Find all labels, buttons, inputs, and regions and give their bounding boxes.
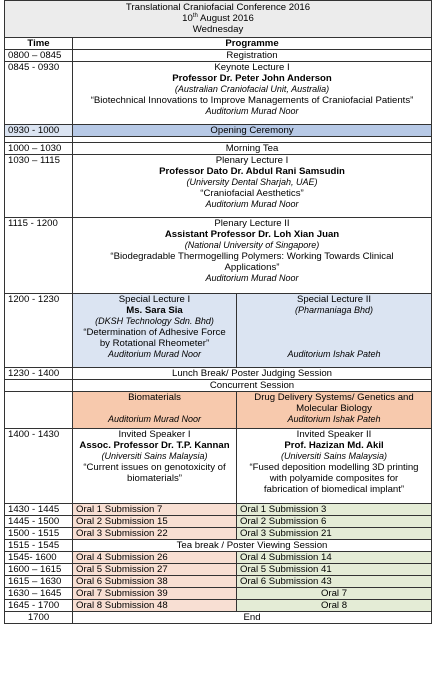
time-cell: 1115 - 1200: [5, 218, 73, 294]
teabreak-row: [5, 540, 432, 552]
tracks-row: [5, 392, 432, 429]
oral-biomaterials: Oral 3 Submission 22: [73, 528, 237, 540]
morning-tea-row: [5, 143, 432, 155]
special-lecture-1-cell: [73, 294, 237, 368]
lecture-title: Invited Speaker I: [118, 429, 191, 440]
oral-row: [5, 576, 432, 588]
conference-date: 10th August 2016: [182, 12, 254, 24]
oral-drug-delivery: Oral 4 Submission 14: [237, 552, 432, 564]
time-cell: 1515 - 1545: [5, 540, 73, 552]
time-cell: 1630 – 1645: [5, 588, 73, 600]
oral-row: [5, 588, 432, 600]
lecture-topic-line: Applications”: [224, 262, 280, 273]
oral-row: [5, 600, 432, 612]
venue: Auditorium Murad Noor: [107, 349, 202, 359]
end-row: [5, 612, 432, 624]
time-cell: 1600 – 1615: [5, 564, 73, 576]
lecture-topic: “Biotechnical Innovations to Improve Managements of Craniofacial Patients”: [90, 95, 414, 106]
lecture-topic-line: biomaterials”: [127, 473, 182, 484]
oral-row: [5, 504, 432, 516]
conference-weekday: Wednesday: [192, 24, 244, 35]
oral-drug-delivery: Oral 5 Submission 41: [237, 564, 432, 576]
speaker-affiliation: (University Dental Sharjah, UAE): [186, 177, 318, 187]
speaker-affiliation: (Universiti Sains Malaysia): [101, 451, 208, 461]
speaker-name: Professor Dr. Peter John Anderson: [172, 73, 332, 84]
time-cell: 1500 - 1515: [5, 528, 73, 540]
oral-drug-delivery: Oral 7: [237, 588, 432, 600]
time-cell: 1700: [5, 612, 73, 624]
invited-speaker-2-cell: [237, 429, 432, 504]
time-cell: 1645 - 1700: [5, 600, 73, 612]
venue: Auditorium Murad Noor: [205, 106, 299, 116]
speaker-affiliation: (National University of Singapore): [184, 240, 320, 250]
track-title-line: Molecular Biology: [296, 403, 372, 414]
column-header-row: [5, 38, 432, 50]
invited-row: [5, 429, 432, 504]
oral-biomaterials: Oral 5 Submission 27: [73, 564, 237, 576]
lecture-title: Special Lecture I: [118, 294, 191, 305]
plenary1-cell: [73, 155, 432, 218]
lecture-title: Special Lecture II: [296, 294, 372, 305]
speaker-affiliation: (DKSH Technology Sdn. Bhd): [95, 316, 214, 326]
lecture-topic-line: “Determination of Adhesive Force: [83, 327, 226, 338]
speaker-affiliation: (Pharmaniaga Bhd): [294, 305, 374, 315]
time-cell: [5, 380, 73, 392]
lecture-topic: “Craniofacial Aesthetics”: [200, 188, 304, 199]
time-column-header: Time: [5, 38, 73, 50]
time-cell: 1430 - 1445: [5, 504, 73, 516]
oral-drug-delivery: Oral 6 Submission 43: [237, 576, 432, 588]
oral-row: [5, 564, 432, 576]
time-cell: 1200 - 1230: [5, 294, 73, 368]
oral-biomaterials: Oral 4 Submission 26: [73, 552, 237, 564]
lecture-title: Keynote Lecture I: [214, 62, 290, 73]
venue: Auditorium Ishak Pateh: [287, 414, 381, 424]
lecture-title: Plenary Lecture I: [215, 155, 289, 166]
oral-row: [5, 516, 432, 528]
time-cell: 0930 - 1000: [5, 125, 73, 137]
track-title-line: Drug Delivery Systems/ Genetics and: [254, 392, 414, 403]
lecture-title: Plenary Lecture II: [214, 218, 290, 229]
oral-drug-delivery: Oral 3 Submission 21: [237, 528, 432, 540]
time-cell: 1445 - 1500: [5, 516, 73, 528]
venue: Auditorium Ishak Pateh: [287, 349, 381, 359]
keynote-row: [5, 62, 432, 125]
lecture-topic-line: fabrication of biomedical implant”: [263, 484, 405, 495]
lecture-topic-line: by Rotational Rheometer”: [99, 338, 210, 349]
programme-column-header: Programme: [73, 38, 432, 50]
time-cell: 1400 - 1430: [5, 429, 73, 504]
venue: Auditorium Murad Noor: [205, 273, 299, 283]
opening-label: Opening Ceremony: [73, 125, 432, 137]
oral-row: [5, 528, 432, 540]
venue: Auditorium Murad Noor: [107, 414, 202, 424]
oral-biomaterials: Oral 6 Submission 38: [73, 576, 237, 588]
lecture-topic-line: “Fused deposition modelling 3D printing: [249, 462, 419, 473]
concurrent-row: [5, 380, 432, 392]
invited-speaker-1-cell: [73, 429, 237, 504]
lecture-topic-line: “Biodegradable Thermogelling Polymers: Working Towards Clinical: [110, 251, 394, 262]
time-cell: [5, 392, 73, 429]
venue: Auditorium Murad Noor: [205, 199, 299, 209]
oral-biomaterials: Oral 8 Submission 48: [73, 600, 237, 612]
conference-title: Translational Craniofacial Conference 2016: [125, 2, 311, 13]
speaker-name: Professor Dato Dr. Abdul Rani Samsudin: [159, 166, 345, 177]
oral-row: [5, 552, 432, 564]
speaker-name: Prof. Hazizan Md. Akil: [284, 440, 384, 451]
speaker-affiliation: (Australian Craniofacial Unit, Australia): [174, 84, 330, 94]
lecture-topic-line: “Current issues on genotoxicity of: [83, 462, 226, 473]
lecture-title: Invited Speaker II: [296, 429, 372, 440]
track-biomaterials: [73, 392, 237, 429]
oral-drug-delivery: Oral 2 Submission 6: [237, 516, 432, 528]
time-cell: 0800 – 0845: [5, 50, 73, 62]
conference-header: [5, 1, 432, 38]
registration-row: [5, 50, 432, 62]
oral-biomaterials: Oral 2 Submission 15: [73, 516, 237, 528]
plenary1-row: [5, 155, 432, 218]
opening-row: [5, 125, 432, 137]
track-drug-delivery: [237, 392, 432, 429]
speaker-name: Assoc. Professor Dr. T.P. Kannan: [79, 440, 230, 451]
plenary2-row: [5, 218, 432, 294]
speaker-name: Assistant Professor Dr. Loh Xian Juan: [164, 229, 340, 240]
lecture-topic-line: with polyamide composites for: [269, 473, 399, 484]
lunch-row: [5, 368, 432, 380]
time-cell: 1545- 1600: [5, 552, 73, 564]
time-cell: 1615 – 1630: [5, 576, 73, 588]
special-lecture-row: [5, 294, 432, 368]
oral-biomaterials: Oral 1 Submission 7: [73, 504, 237, 516]
track-title: Biomaterials: [128, 392, 181, 403]
concurrent-label: Concurrent Session: [73, 380, 432, 392]
teabreak-label: Tea break / Poster Viewing Session: [73, 540, 432, 552]
time-cell: 1000 – 1030: [5, 143, 73, 155]
oral-drug-delivery: Oral 8: [237, 600, 432, 612]
time-cell: 0845 - 0930: [5, 62, 73, 125]
end-label: End: [73, 612, 432, 624]
programme-table: [4, 0, 432, 624]
oral-drug-delivery: Oral 1 Submission 3: [237, 504, 432, 516]
time-cell: 1230 - 1400: [5, 368, 73, 380]
keynote-cell: [73, 62, 432, 125]
special-lecture-2-cell: [237, 294, 432, 368]
speaker-affiliation: (Universiti Sains Malaysia): [280, 451, 388, 461]
registration-label: Registration: [73, 50, 432, 62]
morning-tea-label: Morning Tea: [73, 143, 432, 155]
speaker-name: Ms. Sara Sia: [126, 305, 183, 316]
plenary2-cell: [73, 218, 432, 294]
lunch-label: Lunch Break/ Poster Judging Session: [73, 368, 432, 380]
oral-biomaterials: Oral 7 Submission 39: [73, 588, 237, 600]
time-cell: 1030 – 1115: [5, 155, 73, 218]
